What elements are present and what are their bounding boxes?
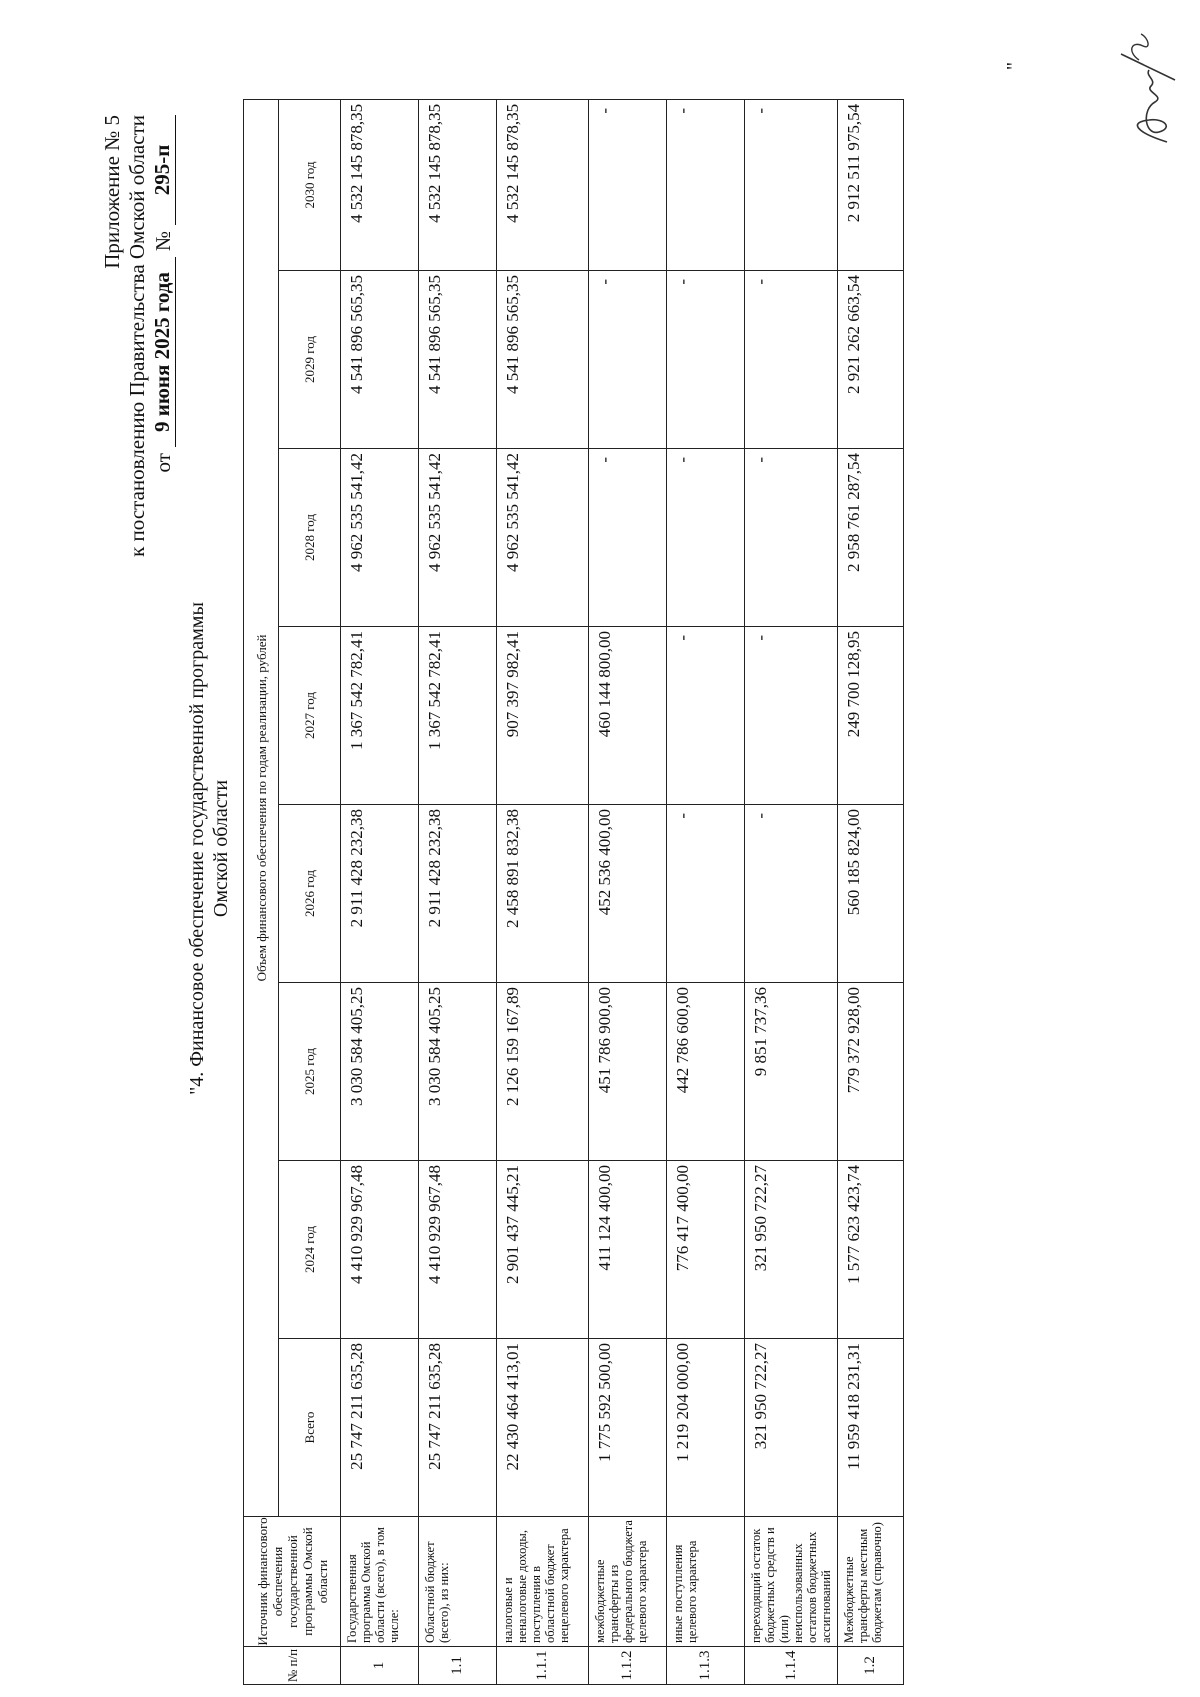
row-value: 411 124 400,00 [589, 1161, 667, 1339]
row-value: 452 536 400,00 [589, 805, 667, 983]
row-source: налоговые и неналоговые доходы, поступления в областной бюджет нецелевого характера [497, 1517, 589, 1647]
row-value: - [745, 627, 838, 805]
row-value: - [667, 449, 745, 627]
row-value: 4 962 535 541,42 [497, 449, 589, 627]
row-value: 776 417 400,00 [667, 1161, 745, 1339]
row-value: - [667, 99, 745, 270]
header-num: № п/п [244, 1647, 341, 1685]
row-value: 321 950 722,27 [745, 1161, 838, 1339]
row-value: 4 532 145 878,35 [341, 99, 419, 270]
row-value: 4 962 535 541,42 [419, 449, 497, 627]
section-title-line1: "4. Финансовое обеспечение государственной программы [186, 602, 208, 1095]
row-value: 25 747 211 635,28 [419, 1339, 497, 1517]
resolution-date: 9 июня 2025 года [150, 257, 176, 447]
section-title-line2: Омской области [210, 779, 232, 918]
row-value: 4 541 896 565,35 [497, 271, 589, 449]
number-prefix: № [151, 231, 175, 252]
header-year: 2026 год [279, 805, 341, 983]
row-value: 3 030 584 405,25 [419, 983, 497, 1161]
row-value: 11 959 418 231,31 [838, 1339, 904, 1517]
appendix-reference: к постановлению Правительства Омской области [125, 115, 149, 557]
row-value: 2 126 159 167,89 [497, 983, 589, 1161]
row-value: 1 367 542 782,41 [419, 627, 497, 805]
row-value: 22 430 464 413,01 [497, 1339, 589, 1517]
row-value: 2 921 262 663,54 [838, 271, 904, 449]
table-row [341, 99, 419, 1684]
financing-table [243, 99, 904, 1685]
header-year: 2025 год [279, 983, 341, 1161]
table-row [745, 99, 838, 1684]
row-value: 4 962 535 541,42 [341, 449, 419, 627]
row-value: - [745, 449, 838, 627]
row-number: 1.1.4 [745, 1647, 838, 1685]
row-value: - [589, 449, 667, 627]
row-value: 2 911 428 232,38 [419, 805, 497, 983]
header-year: 2030 год [279, 99, 341, 270]
row-value: 4 532 145 878,35 [497, 99, 589, 270]
table-years-row [279, 99, 341, 1684]
row-number: 1 [341, 1647, 419, 1685]
header-year: Всего [279, 1339, 341, 1517]
row-value: - [667, 805, 745, 983]
row-value: 9 851 737,36 [745, 983, 838, 1161]
table-row [419, 99, 497, 1684]
table-row [497, 99, 589, 1684]
row-value: 4 532 145 878,35 [419, 99, 497, 270]
date-prefix: от [151, 453, 175, 473]
table-row [589, 99, 667, 1684]
table-header-row [244, 99, 279, 1684]
row-source: иные поступления целевого характера [667, 1517, 745, 1647]
row-value: 3 030 584 405,25 [341, 983, 419, 1161]
closing-quote: " [1003, 62, 1025, 71]
row-number: 1.1.3 [667, 1647, 745, 1685]
appendix-header [100, 115, 176, 635]
header-year: 2028 год [279, 449, 341, 627]
row-source: переходящий остаток бюджетных средств и (или) неиспользованных остатков бюджетных ассигнований [745, 1517, 838, 1647]
row-value: 321 950 722,27 [745, 1339, 838, 1517]
header-year: 2027 год [279, 627, 341, 805]
row-value: - [745, 805, 838, 983]
row-value: - [745, 99, 838, 270]
row-source: Межбюджетные трансферты местным бюджетам (справочно) [838, 1517, 904, 1647]
row-value: - [589, 99, 667, 270]
row-source: Областной бюджет (всего), из них: [419, 1517, 497, 1647]
row-value: 249 700 128,95 [838, 627, 904, 805]
row-number: 1.1.2 [589, 1647, 667, 1685]
row-value: 907 397 982,41 [497, 627, 589, 805]
row-value: 1 367 542 782,41 [341, 627, 419, 805]
row-source: межбюджетные трансферты из федерального бюджета целевого характера [589, 1517, 667, 1647]
row-value: 560 185 824,00 [838, 805, 904, 983]
header-volume-group: Объем финансового обеспечения по годам реализации, рублей [244, 99, 279, 1516]
header-source: Источник финансового обеспечения государственной программы Омской области [244, 1517, 341, 1647]
row-value: - [667, 627, 745, 805]
row-number: 1.1 [419, 1647, 497, 1685]
row-value: 1 775 592 500,00 [589, 1339, 667, 1517]
row-value: 4 410 929 967,48 [419, 1161, 497, 1339]
date-line [150, 115, 176, 635]
row-value: 1 577 623 423,74 [838, 1161, 904, 1339]
row-value: 442 786 600,00 [667, 983, 745, 1161]
row-value: 460 144 800,00 [589, 627, 667, 805]
row-value: 2 458 891 832,38 [497, 805, 589, 983]
row-value: 451 786 900,00 [589, 983, 667, 1161]
row-value: - [745, 271, 838, 449]
row-value: 25 747 211 635,28 [341, 1339, 419, 1517]
appendix-number: Приложение № 5 [100, 115, 124, 269]
row-value: 2 911 428 232,38 [341, 805, 419, 983]
row-value: - [589, 271, 667, 449]
resolution-number: 295-п [150, 115, 176, 225]
handwritten-signature [1115, 30, 1185, 150]
row-source: Государственная программа Омской области (всего), в том числе: [341, 1517, 419, 1647]
table-row [838, 99, 904, 1684]
row-number: 1.2 [838, 1647, 904, 1685]
table-body [341, 99, 904, 1684]
row-value: 2 901 437 445,21 [497, 1161, 589, 1339]
row-value: 4 541 896 565,35 [341, 271, 419, 449]
header-year: 2024 год [279, 1161, 341, 1339]
row-value: 1 219 204 000,00 [667, 1339, 745, 1517]
table-row [667, 99, 745, 1684]
section-title [185, 0, 233, 1697]
row-value: 4 410 929 967,48 [341, 1161, 419, 1339]
row-value: 2 912 511 975,54 [838, 99, 904, 270]
row-value: 779 372 928,00 [838, 983, 904, 1161]
row-value: 4 541 896 565,35 [419, 271, 497, 449]
row-value: - [667, 271, 745, 449]
row-value: 2 958 761 287,54 [838, 449, 904, 627]
row-number: 1.1.1 [497, 1647, 589, 1685]
header-year: 2029 год [279, 271, 341, 449]
